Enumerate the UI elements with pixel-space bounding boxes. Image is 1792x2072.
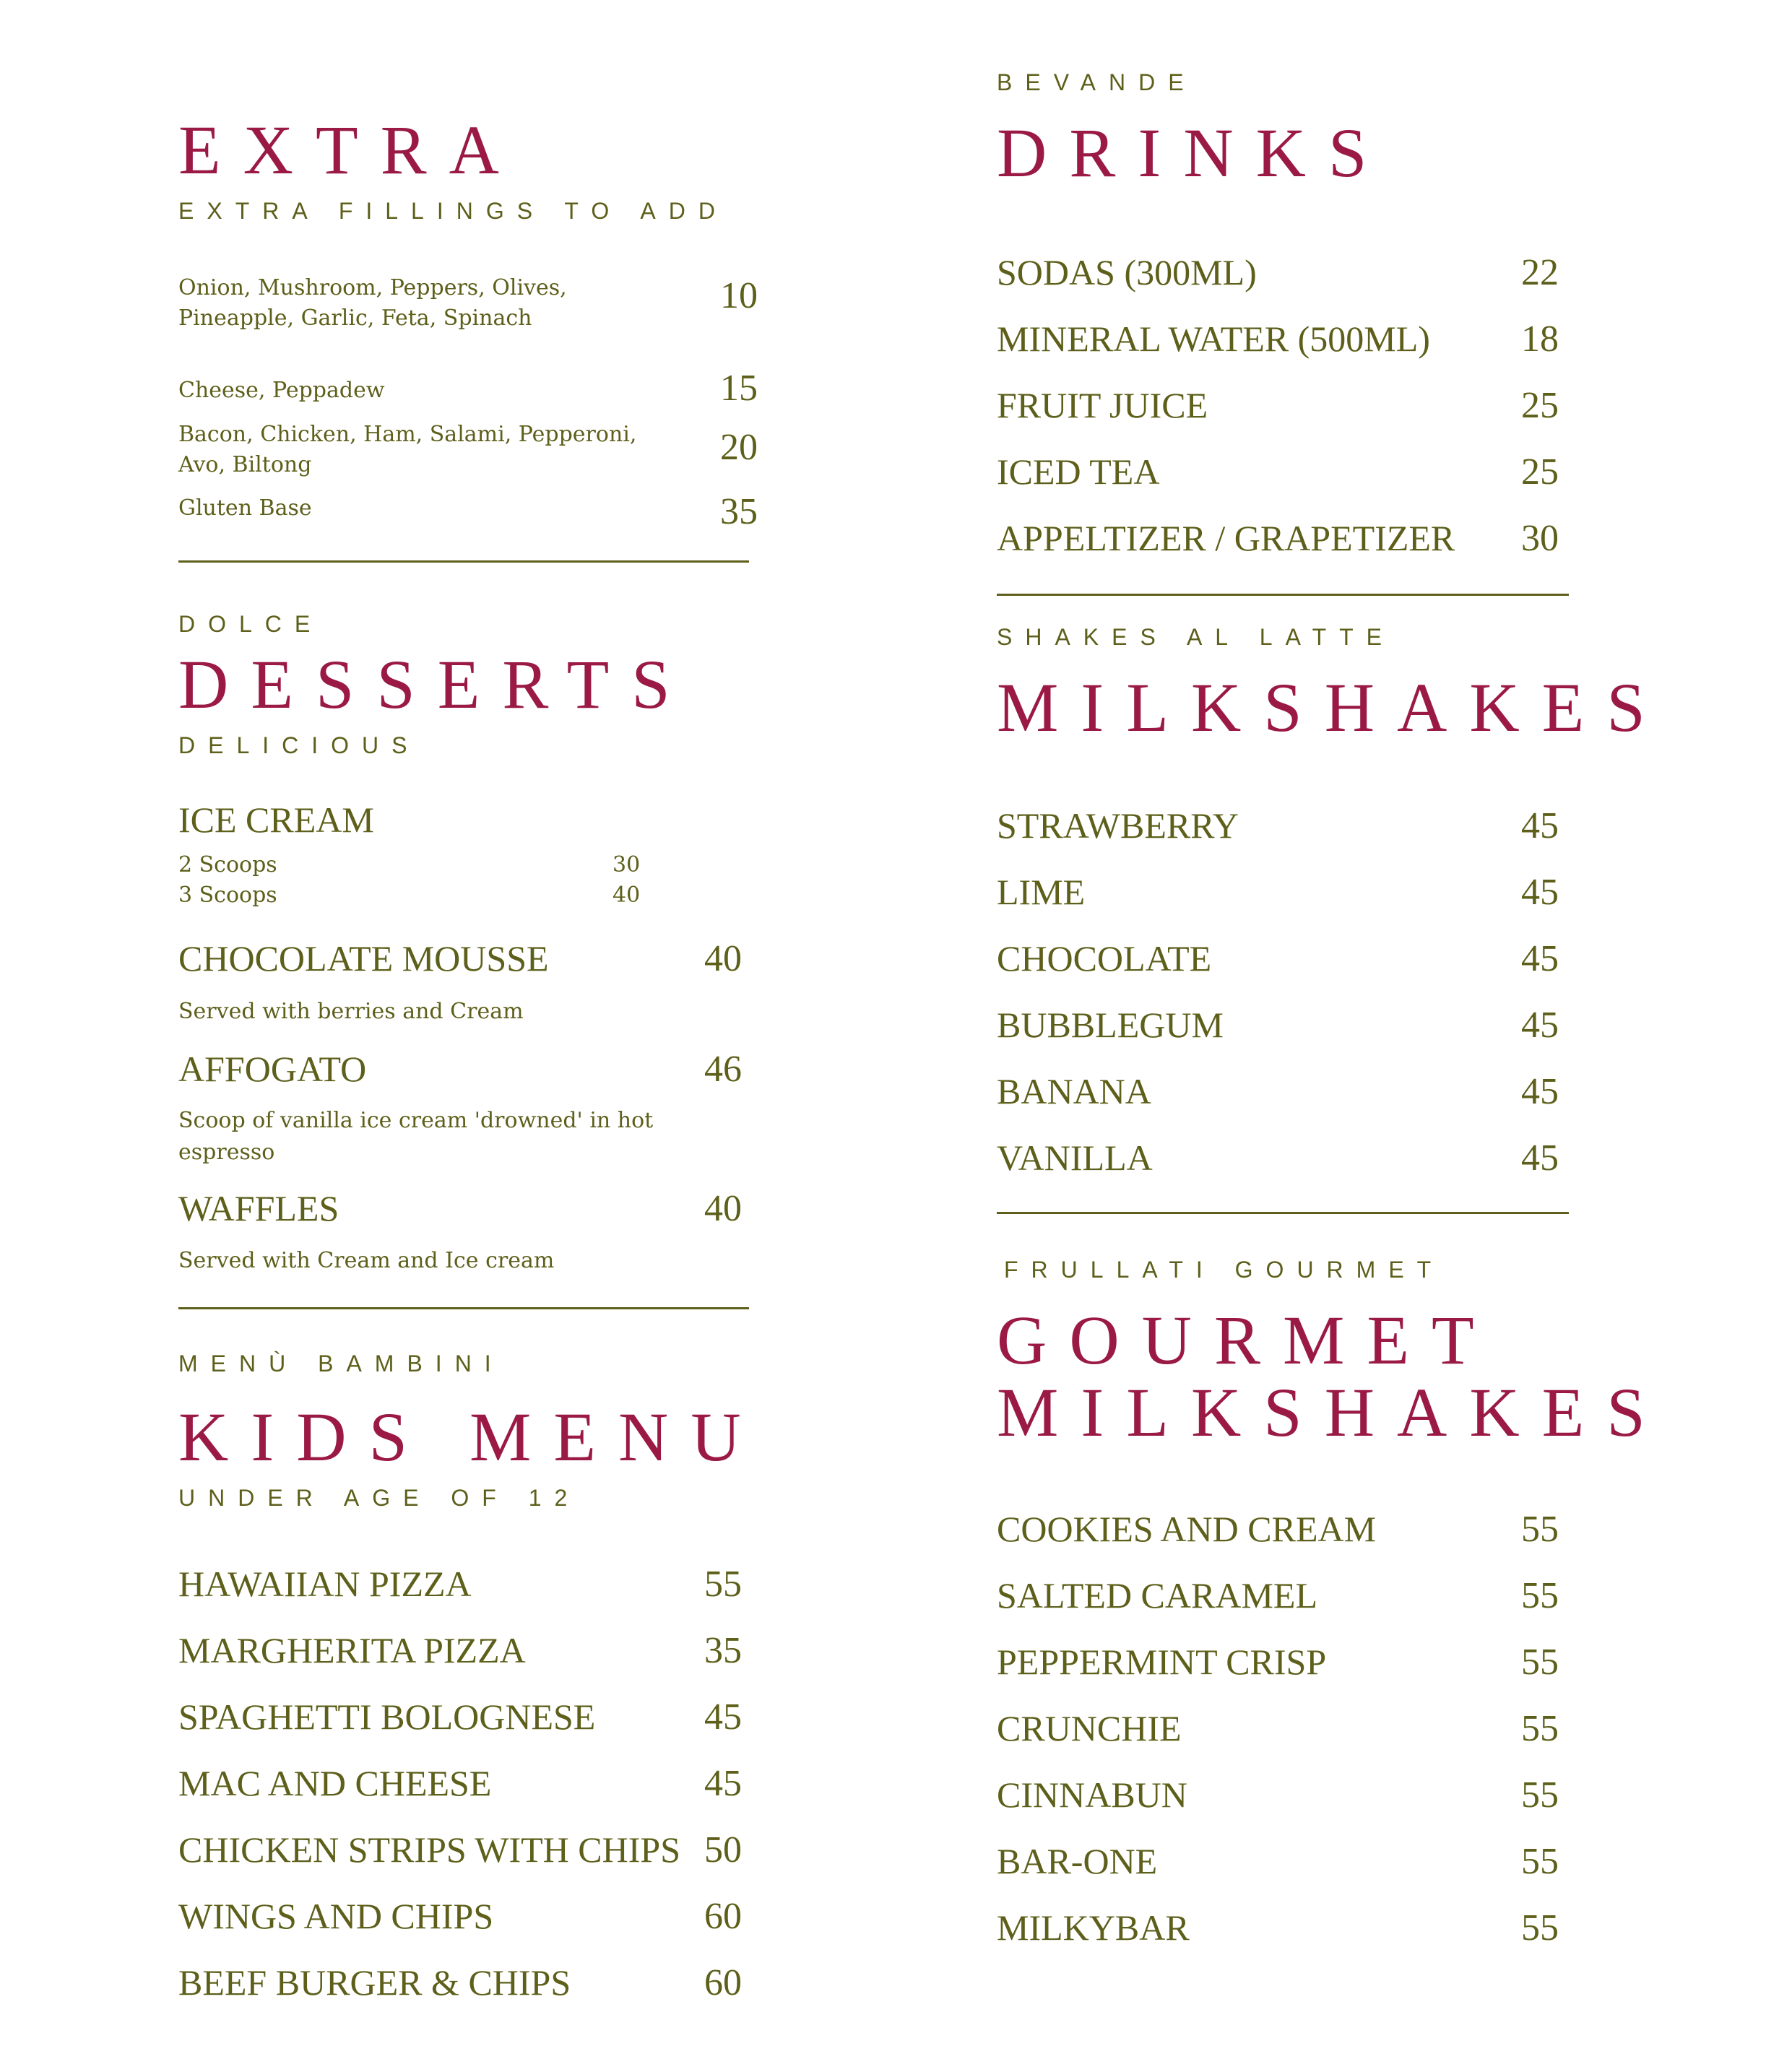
- extra-item-3: [178, 420, 636, 480]
- milkshakes-item-3-price: 45: [1521, 938, 1559, 979]
- ice-cream-option-2: 2 Scoops: [178, 852, 277, 877]
- gourmet-title-line-1: GOURMET: [997, 1301, 1497, 1379]
- kids-item-5-price: 50: [704, 1829, 742, 1871]
- drinks-eyebrow: BEVANDE: [997, 69, 1197, 95]
- extra-item-1: [178, 273, 567, 334]
- extra-item-3-price: 20: [720, 427, 758, 468]
- drinks-item-1-price: 22: [1521, 252, 1559, 293]
- ice-cream-name: ICE CREAM: [178, 799, 374, 840]
- kids-eyebrow: MENÙ BAMBINI: [178, 1351, 504, 1377]
- dessert-waffles-price: 40: [704, 1188, 742, 1229]
- ice-cream-option-3: 3 Scoops: [178, 883, 277, 908]
- extra-item-2-price: 15: [720, 368, 758, 409]
- milkshakes-item-1: STRAWBERRY: [997, 805, 1239, 846]
- kids-item-6-price: 60: [704, 1896, 742, 1937]
- gourmet-item-7: MILKYBAR: [997, 1907, 1190, 1948]
- milkshakes-item-3: CHOCOLATE: [997, 938, 1212, 979]
- drinks-item-3: FRUIT JUICE: [997, 385, 1208, 425]
- kids-item-7-price: 60: [704, 1962, 742, 2003]
- milkshakes-item-6: VANILLA: [997, 1137, 1153, 1178]
- kids-item-1: HAWAIIAN PIZZA: [178, 1564, 472, 1604]
- kids-item-4: MAC AND CHEESE: [178, 1763, 492, 1803]
- milkshakes-item-4-price: 45: [1521, 1005, 1559, 1046]
- kids-item-4-price: 45: [704, 1763, 742, 1804]
- dessert-affogato-desc-line-2: espresso: [178, 1140, 275, 1165]
- milkshakes-item-2: LIME: [997, 872, 1086, 912]
- gourmet-item-5: CINNABUN: [997, 1774, 1187, 1815]
- extra-item-3-line-2: Avo, Biltong: [178, 452, 312, 477]
- gourmet-item-2-price: 55: [1521, 1575, 1559, 1616]
- drinks-divider: [997, 594, 1569, 596]
- gourmet-item-5-price: 55: [1521, 1774, 1559, 1816]
- kids-item-3-price: 45: [704, 1696, 742, 1738]
- milkshakes-item-4: BUBBLEGUM: [997, 1005, 1224, 1045]
- gourmet-item-4: CRUNCHIE: [997, 1708, 1182, 1748]
- gourmet-eyebrow: FRULLATI GOURMET: [1004, 1257, 1445, 1283]
- milkshakes-divider: [997, 1212, 1569, 1214]
- dessert-waffles-name: WAFFLES: [178, 1188, 339, 1228]
- kids-item-5: CHICKEN STRIPS WITH CHIPS: [178, 1829, 680, 1870]
- kids-title: KIDS MENU: [178, 1398, 763, 1475]
- desserts-divider: [178, 1307, 749, 1309]
- extra-item-4-price: 35: [720, 491, 758, 532]
- drinks-item-1: SODAS (300ML): [997, 252, 1257, 292]
- extra-divider: [178, 560, 749, 563]
- extra-item-1-line-2: Pineapple, Garlic, Feta, Spinach: [178, 305, 532, 331]
- gourmet-item-6-price: 55: [1521, 1841, 1559, 1882]
- drinks-item-2: MINERAL WATER (500ML): [997, 318, 1430, 359]
- gourmet-item-7-price: 55: [1521, 1907, 1559, 1949]
- ice-cream-option-3-price: 40: [613, 883, 641, 908]
- extra-item-2: Cheese, Peppadew: [178, 378, 385, 403]
- extra-subtitle: EXTRA FILLINGS TO ADD: [178, 198, 728, 224]
- extra-item-1-price: 10: [720, 275, 758, 316]
- ice-cream-option-2-price: 30: [613, 852, 641, 877]
- kids-item-3: SPAGHETTI BOLOGNESE: [178, 1696, 596, 1737]
- milkshakes-item-6-price: 45: [1521, 1137, 1559, 1179]
- dessert-affogato-desc: [178, 1105, 653, 1169]
- milkshakes-title: MILKSHAKES: [997, 669, 1668, 746]
- extra-item-4: Gluten Base: [178, 495, 312, 521]
- drinks-item-5: APPELTIZER / GRAPETIZER: [997, 518, 1455, 558]
- gourmet-item-1-price: 55: [1521, 1509, 1559, 1550]
- milkshakes-item-1-price: 45: [1521, 805, 1559, 846]
- dessert-mousse-price: 40: [704, 938, 742, 979]
- milkshakes-item-5-price: 45: [1521, 1071, 1559, 1112]
- desserts-title: DESSERTS: [178, 646, 693, 723]
- kids-item-6: WINGS AND CHIPS: [178, 1896, 494, 1936]
- dessert-affogato-desc-line-1: Scoop of vanilla ice cream 'drowned' in hot: [178, 1108, 654, 1133]
- drinks-item-4-price: 25: [1521, 451, 1559, 493]
- desserts-eyebrow: DOLCE: [178, 611, 324, 637]
- extra-item-3-line-1: Bacon, Chicken, Ham, Salami, Pepperoni,: [178, 422, 637, 447]
- extra-title: EXTRA: [178, 111, 521, 188]
- dessert-waffles-desc: Served with Cream and Ice cream: [178, 1248, 555, 1273]
- gourmet-item-3: PEPPERMINT CRISP: [997, 1642, 1327, 1682]
- gourmet-item-6: BAR-ONE: [997, 1841, 1158, 1881]
- dessert-affogato-price: 46: [704, 1049, 742, 1090]
- gourmet-item-3-price: 55: [1521, 1642, 1559, 1683]
- milkshakes-item-2-price: 45: [1521, 872, 1559, 913]
- kids-item-2: MARGHERITA PIZZA: [178, 1630, 526, 1670]
- gourmet-item-4-price: 55: [1521, 1708, 1559, 1749]
- drinks-item-2-price: 18: [1521, 318, 1559, 360]
- extra-item-1-line-1: Onion, Mushroom, Peppers, Olives,: [178, 275, 567, 300]
- dessert-affogato-name: AFFOGATO: [178, 1049, 367, 1089]
- dessert-mousse-name: CHOCOLATE MOUSSE: [178, 938, 549, 979]
- kids-item-7: BEEF BURGER & CHIPS: [178, 1962, 571, 2003]
- gourmet-item-2: SALTED CARAMEL: [997, 1575, 1318, 1616]
- drinks-item-4: ICED TEA: [997, 451, 1160, 492]
- milkshakes-eyebrow: SHAKES AL LATTE: [997, 624, 1395, 650]
- desserts-subtitle: DELICIOUS: [178, 732, 420, 758]
- drinks-item-5-price: 30: [1521, 518, 1559, 559]
- drinks-title: DRINKS: [997, 114, 1390, 191]
- drinks-item-3-price: 25: [1521, 385, 1559, 426]
- gourmet-item-1: COOKIES AND CREAM: [997, 1509, 1377, 1549]
- milkshakes-item-5: BANANA: [997, 1071, 1151, 1111]
- dessert-mousse-desc: Served with berries and Cream: [178, 999, 524, 1024]
- gourmet-title-line-2: MILKSHAKES: [997, 1374, 1668, 1451]
- kids-item-1-price: 55: [704, 1564, 742, 1605]
- kids-subtitle: UNDER AGE OF 12: [178, 1485, 581, 1511]
- kids-item-2-price: 35: [704, 1630, 742, 1671]
